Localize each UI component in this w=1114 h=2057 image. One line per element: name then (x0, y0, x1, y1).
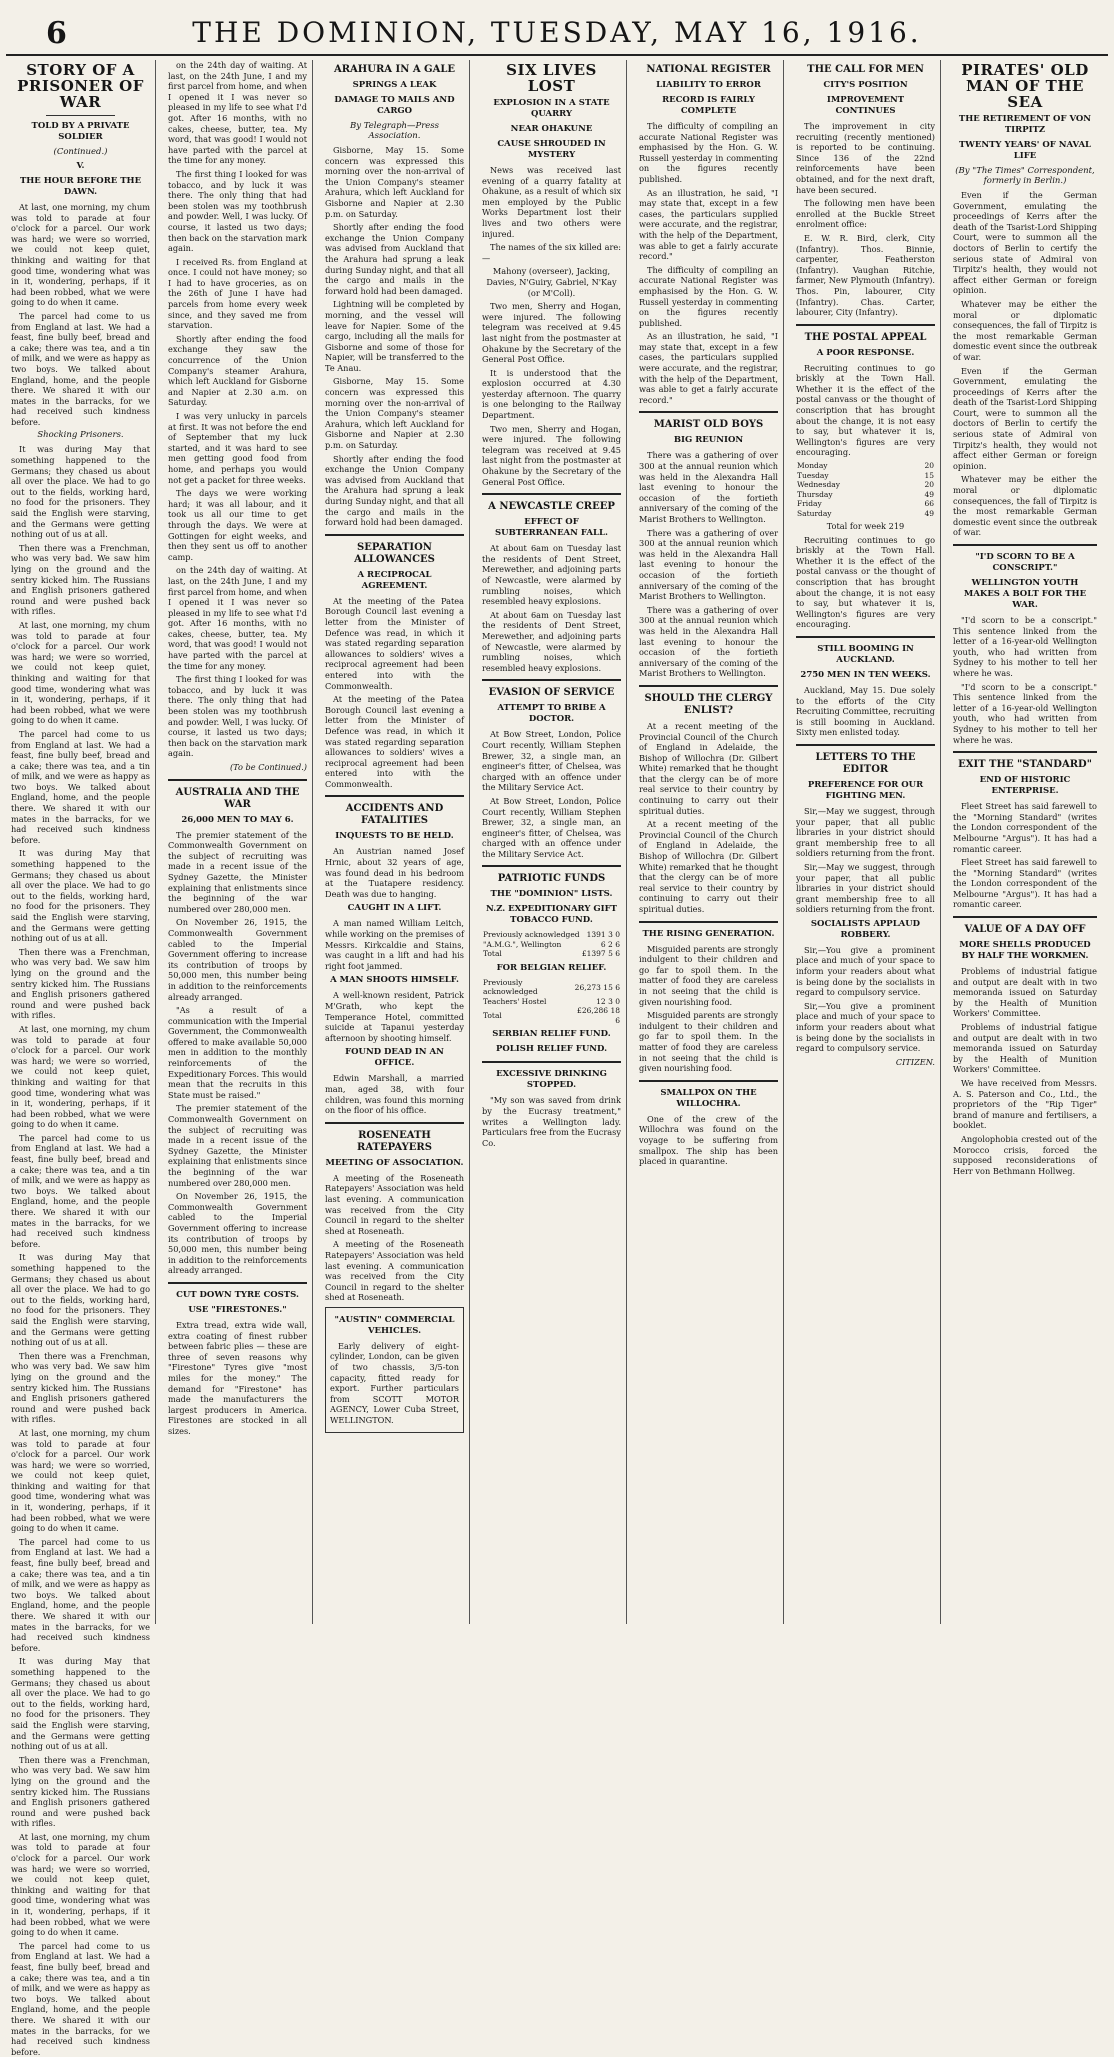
divider (168, 779, 307, 781)
article-heading: MARIST OLD BOYS (653, 419, 764, 431)
paragraph: Lightning will be completed by morning, and the vessel will leave for Napier. Some of the cargo, including all the mails for Gisborne and some of those for Napier, will be transferred to the Te Anau. (325, 299, 464, 373)
paragraph: Two men, Sherry and Hogan, were injured. The following telegram was received at 9.45 last night from the postmaster at Ohakune by the Secretary of the General Post Office. (482, 301, 621, 365)
paragraph: At the meeting of the Patea Borough Council last evening a letter from the Minister of Defence was read, in which it was stated regarding separation allowances to soldiers' wives a reciprocal agreement had been entered into with the Commonwealth. (325, 694, 464, 789)
paragraph: Shortly after ending the food exchange the Union Company was advised from Auckland that the Arahura had sprung a leak during Sunday night, and that all the cargo and mails in the forward hold had been damaged. (325, 222, 464, 296)
article-heading: VALUE OF A DAY OFF (964, 924, 1086, 936)
table-cell: Saturday (797, 508, 832, 518)
paragraph: Then there was a Frenchman, who was very bad. We saw him lying on the ground and the sentry kicked him. The Russians and English prisoners gathered round and were pushed back with rifles. (11, 1350, 150, 1425)
article-subheading: FOR BELGIAN RELIEF. (496, 962, 607, 973)
article-heading: EVASION OF SERVICE (488, 687, 615, 699)
article-subheading: A MAN SHOOTS HIMSELF. (330, 975, 459, 986)
paragraph: Problems of industrial fatigue and output are dealt with in two memoranda issued on Saturday by the Health of Munition Workers' Committee. (953, 1022, 1097, 1075)
paragraph: At last, one morning, my chum was told to parade at four o'clock for a parcel. Our work was hard; we were so worried, we could not keep quiet, thinking and waiting for that good time, wondering what was in it, wondering, perhaps, if it had been robbed, what we were going to do when it came. (11, 619, 150, 726)
paragraph: Then there was a Frenchman, who was very bad. We saw him lying on the ground and the sentry kicked him. The Russians and English prisoners gathered round and were pushed back with rifles. (11, 542, 150, 617)
article-heading: SHOULD THE CLERGY ENLIST? (644, 692, 773, 716)
table-cell: 12 3 0 (596, 996, 620, 1006)
column-3 (320, 60, 470, 1624)
article-subheading: WELLINGTON YOUTH MAKES A BOLT FOR THE WAR. (963, 578, 1087, 610)
article-subheading: DAMAGE TO MAILS AND CARGO (334, 95, 455, 116)
paragraph: "I'd scorn to be a conscript." This sentence linked from the letter of a 16-year-old Wellington youth, who had written from Sydney to his mother to tell her where he was. (953, 615, 1097, 678)
continued-footer: (To be Continued.) (229, 762, 307, 772)
ad-heading: EXCESSIVE DRINKING STOPPED. (496, 1069, 607, 1091)
table-cell: 15 (924, 470, 934, 480)
paragraph: I received Rs. from England at once. I could not have money; so I had to have groceries, as on the 26th of June I have had parcels from home every week since, and they saved me from starvation. (168, 256, 307, 331)
paragraph: The parcel had come to us from England at last. We had a feast, fine bully beef, bread and a cake; there was tea, and a tin of milk, and we were as happy as two boys. We talked about England, home, and the people there. We shared it with our mates in the barracks, for we had received such kindness before. (11, 728, 150, 845)
column-2 (163, 60, 313, 1624)
table-cell: 6 2 6 (600, 939, 620, 949)
paragraph: Misguided parents are strongly indulgent to their children and go far to spoil them. In the matter of food they are careless in not seeing that the child is given nourishing food. (639, 943, 778, 1007)
paragraph: It is understood that the explosion occurred at 4.30 yesterday afternoon. The quarry is one belonging to the Railway Department. (482, 367, 621, 421)
divider (325, 1122, 464, 1124)
article-heading: THE CALL FOR MEN (807, 64, 924, 75)
article-subheading: ATTEMPT TO BRIBE A DOCTOR. (497, 703, 606, 725)
paragraph: The names of the six killed are:— (482, 242, 621, 263)
divider (482, 493, 621, 495)
paragraph: on the 24th day of waiting. At last, on the 24th June, I and my first parcel from home, and when I opened it I was never so pleased in my life to see what I'd got. After 16 months, with no cakes, cheese, butter, tea. My word, that was good! I would not have parted with the parcel at the time for any money. (168, 565, 307, 671)
paragraph: On November 26, 1915, the Commonwealth Government cabled to the Imperial Government offering to increase its contribution of troops by 50,000 men, this number being in addition to the reinforcements already arranged. (168, 1191, 307, 1276)
paragraph: Edwin Marshall, a married man, aged 38, with four children, was found this morning on the floor of his office. (325, 1073, 464, 1116)
paragraph: The parcel had come to us from England at last. We had a feast, fine bully beef, bread and a cake; there was tea, and a tin of milk, and we were as happy as two boys. We talked about England, home, and the people there. We shared it with our mates in the barracks, for we had received such kindness before. (11, 1940, 150, 2057)
article-subheading: NEAR OHAKUNE (510, 124, 593, 134)
divider (46, 115, 116, 116)
section-heading: THE HOUR BEFORE THE DAWN. (19, 176, 142, 197)
divider (953, 916, 1097, 918)
paragraph: Sir,—May we suggest, through your paper, that all public libraries in your district should grant membership free to all soldiers returning from the front. (796, 805, 935, 859)
paragraph: The difficulty of compiling an accurate National Register was emphasised by the Hon. G. W. Russell yesterday in commenting on the figures recently published. (639, 121, 778, 184)
paragraph: There was a gathering of over 300 at the annual reunion which was held in the Alexandra Hall last evening to honour the occasion of the fortieth anniversary of the coming of the Marist Brothers to Wellington. (639, 604, 778, 679)
fund-table (482, 930, 621, 959)
column-4 (477, 60, 627, 1624)
paragraph: The first thing I looked for was tobacco, and by luck it was there. The only thing that had been stolen was my toothbrush and powder. Well, I was lucky. Of course, it lasted us two days; then back on the starvation mark again. (168, 674, 307, 759)
paragraph: As an illustration, he said, "I may state that, except in a few cases, the particulars supplied were accurate, and the registrar, with the help of the Department, was able to get a fairly accurate record." (639, 187, 778, 262)
article-subheading: FOUND DEAD IN AN OFFICE. (345, 1047, 444, 1069)
article-subheading: CAUSE SHROUDED IN MYSTERY (497, 139, 606, 160)
paragraph: Problems of industrial fatigue and output are dealt with in two memoranda issued on Saturday by the Health of Munition Workers' Committee. (953, 966, 1097, 1019)
column-5 (634, 60, 784, 1624)
article-byline: TOLD BY A PRIVATE SOLDIER (31, 121, 130, 142)
table-cell: 49 (924, 508, 934, 518)
article-subheading: CAUGHT IN A LIFT. (347, 903, 442, 914)
subheading: Shocking Prisoners. (37, 430, 124, 441)
paragraph: The premier statement of the Commonwealth Government on the subject of recruiting was made in a recent issue of the Sydney Gazette, the Minister explaining that enlistments since the beginning of the war numbered over 280,000 men. (168, 829, 307, 914)
table-row (796, 490, 935, 500)
divider (639, 411, 778, 413)
paragraph: There was a gathering of over 300 at the annual reunion which was held in the Alexandra Hall last evening to honour the occasion of the fortieth anniversary of the coming of the Marist Brothers to Wellington. (639, 527, 778, 602)
table-row (796, 480, 935, 490)
paragraph: At about 6am on Tuesday last the residents of Dent Street, Merewether, and adjoining parts of Newcastle, were alarmed by rumbling noises, which resembled heavy explosions. (482, 609, 621, 673)
paragraph: A man named William Leitch, while working on the premises of Messrs. Kirkcaldie and Stains, was caught in a lift and had his right foot jammed. (325, 918, 464, 971)
table-cell: Thursday (797, 489, 833, 499)
paragraph: The parcel had come to us from England at last. We had a feast, fine bully beef, bread and a cake; there was tea, and a tin of milk, and we were as happy as two boys. We talked about England, home, and the people there. We shared it with our mates in the barracks, for we had received such kindness before. (11, 1536, 150, 1653)
article-subheading: CITY'S POSITION (823, 80, 908, 90)
article-heading: SEPARATION ALLOWANCES (354, 541, 435, 565)
ad-text: "My son was saved from drink by the Eucrasy treatment," writes a Wellington lady. Particulars free from the Eucrasy Co. (482, 1095, 621, 1148)
table-cell: "A.M.G.", Wellington (483, 939, 562, 949)
paragraph: The parcel had come to us from England at last. We had a feast, fine bully beef, bread and a cake; there was tea, and a tin of milk, and we were as happy as two boys. We talked about England, home, and the people there. We shared it with our mates in the barracks, for we had received such kindness before. (11, 1132, 150, 1249)
paragraph: Shortly after ending the food exchange they saw the concurrence of the Union Company's steamer Arahura, which left Auckland for Gisborne and Napier at 2.30 a.m. on Saturday. (168, 333, 307, 408)
paragraph: Then there was a Frenchman, who was very bad. We saw him lying on the ground and the sentry kicked him. The Russians and English prisoners gathered round and were pushed back with rifles. (11, 1754, 150, 1829)
paragraph: The following men have been enrolled at the Buckle Street enrolment office: (796, 198, 935, 230)
article-subheading: RECORD IS FAIRLY COMPLETE (662, 95, 755, 116)
paragraph: The improvement in city recruiting (recently mentioned) is reported to be continuing. Since 136 of the 22nd reinforcements have been obtained, and for the next draft, have been secured. (796, 121, 935, 195)
paragraph: A meeting of the Roseneath Ratepayers' Association was held last evening. A communication was received from the City Council in regard to the shelter shed at Roseneath. (325, 1172, 464, 1236)
table-cell: Tuesday (797, 470, 829, 480)
paragraph: Fleet Street has said farewell to the "Morning Standard" (writes the London correspondent of the Melbourne "Argus"). It has had a romantic career. (953, 857, 1097, 910)
article-heading: STORY OF A PRISONER OF WAR (17, 61, 144, 111)
paragraph: It was during May that something happened to the Germans; they chased us about all over the place. We had to go out to the fields, working hard, no food for the prisoners. They said the English were starving, and the Germans were getting nothing out of us at all. (11, 1252, 150, 1348)
paragraph: At a recent meeting of the Provincial Council of the Church of England in Adelaide, the Bishop of Willochra (Dr. Gilbert White) remarked that he thought that the clergy can be of more real service to their country by continuing to carry out their spiritual duties. (639, 819, 778, 914)
divider (482, 679, 621, 681)
divider (168, 1282, 307, 1284)
article-subheading: A RECIPROCAL AGREEMENT. (357, 569, 432, 591)
article-subheading: SPRINGS A LEAK (352, 80, 437, 90)
article-subheading: 26,000 MEN TO MAY 6. (181, 814, 294, 825)
paragraph: Two men, Sherry and Hogan, were injured. The following telegram was received at 9.45 last night from the postmaster at Ohakune by the Secretary of the General Post Office. (482, 423, 621, 487)
paragraph: Recruiting continues to go briskly at the Town Hall. Whether it is the effect of the postal canvass or the thought of conscription that has brought about the change, it is not easy to say, but whatever it is, Wellington's figures are very encouraging. (796, 362, 935, 458)
article-heading: ARAHURA IN A GALE (333, 64, 456, 75)
paragraph: At last, one morning, my chum was told to parade at four o'clock for a parcel. Our work was hard; we were so worried, we could not keep quiet, thinking and waiting for that good time, wondering what was in it, wondering, perhaps, if it had been robbed, what we were going to do when it came. (11, 1427, 150, 1534)
divider (639, 921, 778, 923)
article-heading: PIRATES' OLD MAN OF THE SEA (961, 61, 1089, 111)
table-cell: £1397 5 6 (581, 949, 620, 959)
ad-text: Extra tread, extra wide wall, extra coating of finest rubber between fabric plies — these are three of seven reasons why "Firestone" Tyres give "most miles for the money." The demand for "Firestone" has made the manufacturers the largest producers in America. Firestones are stocked in all sizes. (168, 1319, 307, 1436)
table-cell: 49 (924, 489, 934, 499)
divider (953, 751, 1097, 753)
column-6 (791, 60, 941, 1624)
article-subheading: SMALLPOX ON THE WILLOCHRA. (660, 1087, 757, 1109)
article-subheading: POLISH RELIEF FUND. (495, 1044, 608, 1055)
table-cell: Previously acknowledged (483, 977, 538, 997)
article-subheading: STILL BOOMING IN AUCKLAND. (817, 643, 914, 665)
table-cell: 1391 3 0 (586, 930, 620, 940)
article-subheading: THE "DOMINION" LISTS. (490, 889, 613, 900)
paragraph: Even if the German Government, emulating the proceedings of Kerrs after the death of the Tsarist-Lord Shipping Court, were to summon all the doctors of Berlin to certify the serious state of Admiral von Tirpitz's health, they would not affect either German or foreign opinion. (953, 365, 1097, 471)
table-cell: Wednesday (797, 480, 840, 490)
article-subheading: A POOR RESPONSE. (816, 347, 915, 358)
column-7 (948, 60, 1102, 1624)
article-heading: EXIT THE "STANDARD" (958, 759, 1092, 771)
paragraph: A well-known resident, Patrick M'Grath, who kept the Temperance Hotel, committed suicide at Tapanui yesterday afternoon by shooting himself. (325, 990, 464, 1043)
byline: By Telegraph—Press Association. (349, 121, 440, 141)
table-cell: £26,286 18 6 (577, 1006, 620, 1025)
paragraph: Auckland, May 15. Due solely to the efforts of the City Recruiting Committee, recruiting is still booming in Auckland. Sixty men enlisted today. (796, 684, 935, 738)
names-list: Mahony (overseer), Jacking, Davies, N'Guiry, Gabriel, N'Kay (or M'Coll). (486, 266, 617, 298)
paragraph: At about 6am on Tuesday last the residents of Dent Street, Merewether, and adjoining parts of Newcastle, were alarmed by rumbling noises, which resembled heavy explosions. (482, 543, 621, 607)
article-subheading: MEETING OF ASSOCIATION. (325, 1157, 464, 1168)
article-subheading: PREFERENCE FOR OUR FIGHTING MEN. (807, 779, 924, 801)
table-cell: Teachers' Hostel (483, 996, 547, 1006)
article-subheading: LIABILITY TO ERROR (656, 80, 761, 90)
table-row (482, 940, 621, 950)
letter-signature: CITIZEN. (895, 1056, 935, 1067)
paragraph: The premier statement of the Commonwealth Government on the subject of recruiting was made in a recent issue of the Sydney Gazette, the Minister explaining that enlistments since the beginning of the war numbered over 280,000 men. (168, 1103, 307, 1188)
paragraph: Gisborne, May 15. Some concern was expressed this morning over the non-arrival of the Union Company's steamer Arahura, which left Auckland for Gisborne and Napier at 2.30 p.m. on Saturday. (325, 376, 464, 451)
article-heading: NATIONAL REGISTER (646, 64, 771, 75)
paragraph: Sir,—May we suggest, through your paper, that all public libraries in your district should grant membership free to all soldiers returning from the front. (796, 861, 935, 915)
article-subheading: N.Z. EXPEDITIONARY GIFT TOBACCO FUND. (486, 904, 617, 926)
table-row (482, 997, 621, 1007)
paragraph: Recruiting continues to go briskly at the Town Hall. Whether it is the effect of the postal canvass or the thought of conscription that has brought about the change, it is not easy to say, but whatever it is, Wellington's figures are very encouraging. (796, 534, 935, 630)
article-subheading: SOCIALISTS APPLAUD ROBBERY. (810, 918, 921, 940)
paragraph: At last, one morning, my chum was told to parade at four o'clock for a parcel. Our work was hard; we were so worried, we could not keep quiet, thinking and waiting for that good time, wondering what was in it, wondering, perhaps, if it had been robbed, what we were going to do when it came. (11, 1831, 150, 1938)
article-heading: LETTERS TO THE EDITOR (815, 751, 916, 775)
article-heading: ACCIDENTS AND FATALITIES (345, 803, 444, 827)
paragraph: At last, one morning, my chum was told to parade at four o'clock for a parcel. Our work was hard; we were so worried, we could not keep quiet, thinking and waiting for that good time, wondering what was in it, wondering, perhaps, if it had been robbed, what we were going to do when it came. (11, 1023, 150, 1130)
article-subheading: BIG REUNION (673, 435, 744, 446)
paragraph: on the 24th day of waiting. At last, on the 24th June, I and my first parcel from home, and when I opened it I was never so pleased in my life to see what I'd got. After 16 months, with no cakes, cheese, butter, tea. My word, that was good! I would not have parted with the parcel at the time for any money. (168, 60, 307, 166)
article-heading: AUSTRALIA AND THE WAR (175, 786, 300, 810)
table-cell: Total (483, 1011, 502, 1021)
table-row (796, 461, 935, 471)
ad-heading: CUT DOWN TYRE COSTS. (176, 1289, 299, 1300)
paragraph: Fleet Street has said farewell to the "Morning Standard" (writes the London correspondent of the Melbourne "Argus"). It has had a romantic career. (953, 801, 1097, 854)
table-cell: Friday (797, 499, 822, 509)
table-row (482, 930, 621, 940)
paragraph: Even if the German Government, emulating the proceedings of Kerrs after the death of the Tsarist-Lord Shipping Court, were to summon all the doctors of Berlin to certify the serious state of Admiral von Tirpitz's health, they would not affect either German or foreign opinion. (953, 190, 1097, 296)
paragraph: A meeting of the Roseneath Ratepayers' Association was held last evening. A communication was received from the City Council in regard to the shelter shed at Roseneath. (325, 1239, 464, 1303)
paragraph: At a recent meeting of the Provincial Council of the Church of England in Adelaide, the Bishop of Willochra (Dr. Gilbert White) remarked that he thought that the clergy can be of more real service to their country by continuing to carry out their spiritual duties. (639, 720, 778, 816)
paragraph: Whatever may be either the moral or diplomatic consequences, the fall of Tirpitz is the most remarkable German domestic event since the outbreak of war. (953, 474, 1097, 538)
paragraph: One of the crew of the Willochra was found on the voyage to be suffering from smallpox. The ship has been placed in quarantine. (639, 1113, 778, 1167)
table-row (482, 978, 621, 997)
byline: (By "The Times" Correspondent, formerly in Berlin.) (955, 166, 1095, 186)
divider (325, 795, 464, 797)
paragraph: It was during May that something happened to the Germans; they chased us about all over the place. We had to go out to the fields, working hard, no food for the prisoners. They said the English were starving, and the Germans were getting nothing out of us at all. (11, 444, 150, 540)
divider (796, 744, 935, 746)
article-heading: ROSENEATH RATEPAYERS (357, 1129, 432, 1153)
fund-table (482, 978, 621, 1026)
divider (796, 636, 935, 638)
article-subheading: THE RISING GENERATION. (642, 928, 775, 939)
table-row (482, 949, 621, 959)
paragraph: Whatever may be either the moral or diplomatic consequences, the fall of Tirpitz is the most remarkable German domestic event since the outbreak of war. (953, 298, 1097, 362)
divider (482, 1061, 621, 1063)
article-heading: A NEWCASTLE CREEP (488, 501, 615, 513)
divider (639, 685, 778, 687)
table-cell: 66 (924, 499, 934, 509)
columns (6, 60, 1108, 2057)
divider (639, 1080, 778, 1082)
newspaper-title: THE DOMINION, TUESDAY, MAY 16, 1916. (192, 16, 922, 49)
article-subheading: EXPLOSION IN A STATE QUARRY (493, 98, 610, 119)
article-subheading: INQUESTS TO BE HELD. (335, 831, 454, 842)
paragraph: At Bow Street, London, Police Court recently, William Stephen Brewer, 32, a single man, an engineer's fitter, of Chelsea, was charged with an offence under the Military Service Act. (482, 729, 621, 793)
table-cell: 20 (924, 480, 934, 490)
paragraph: Angolophobia crested out of the Morocco crisis, forced the supposed reconsiderations of Herr von Bethmann Hollweg. (953, 1133, 1097, 1176)
column-1 (6, 60, 156, 2057)
paragraph: E. W. R. Bird, clerk, City (Infantry). Thos. Binnie, carpenter, Featherston (Infantry). Vaughan Ritchie, farmer, New Plymouth (Infantry). Thos. Pin, labourer, City (Infantry). Chas. Carter, labourer, City (Infantry). (796, 232, 935, 318)
article-subheading: THE RETIREMENT OF VON TIRPITZ (958, 114, 1092, 135)
paragraph: It was during May that something happened to the Germans; they chased us about all over the place. We had to go out to the fields, working hard, no food for the prisoners. They said the English were starving, and the Germans were getting nothing out of us at all. (11, 848, 150, 944)
table-row (796, 509, 935, 519)
paragraph: "I'd scorn to be a conscript." This sentence linked from the letter of a 16-year-old Wellington youth, who had written from Sydney to his mother to tell her where he was. (953, 681, 1097, 745)
paragraph: It was during May that something happened to the Germans; they chased us about all over the place. We had to go out to the fields, working hard, no food for the prisoners. They said the English were starving, and the Germans were getting nothing out of us at all. (11, 1656, 150, 1752)
masthead (6, 10, 1108, 56)
article-subheading: MORE SHELLS PRODUCED BY HALF THE WORKMEN. (959, 940, 1091, 962)
table-row (796, 471, 935, 481)
divider (953, 544, 1097, 546)
article-subheading: EFFECT OF SUBTERRANEAN FALL. (495, 517, 608, 539)
paragraph: There was a gathering of over 300 at the annual reunion which was held in the Alexandra Hall last evening to honour the occasion of the fortieth anniversary of the coming of the Marist Brothers to Wellington. (639, 450, 778, 524)
table-cell: 26,273 15 6 (574, 982, 620, 992)
table-row (796, 499, 935, 509)
table-cell: Total (483, 949, 502, 959)
paragraph: An Austrian named Josef Hrnic, about 32 years of age, was found dead in his bedroom at the Tuatapere residency. Death was due to hanging. (325, 846, 464, 899)
paragraph: The days we were working hard; it was all labour, and it took us all our time to get through the days. We were at Gottingen for eight weeks, and then they sent us off to another camp. (168, 488, 307, 562)
paragraph: The difficulty of compiling an accurate National Register was emphasised by the Hon. G. W. Russell yesterday in commenting on the figures recently published. (639, 264, 778, 328)
paragraph: The parcel had come to us from England at last. We had a feast, fine bully beef, bread and a cake; there was tea, and a tin of milk, and we were as happy as two boys. We talked about England, home, and the people there. We shared it with our mates in the barracks, for we had received such kindness before. (11, 310, 150, 427)
paragraph: At last, one morning, my chum was told to parade at four o'clock for a parcel. Our work was hard; we were so worried, we could not keep quiet, thinking and waiting for that good time, wondering what was in it, wondering, perhaps, if it had been robbed, what we were going to do when it came. (11, 202, 150, 308)
paragraph: Misguided parents are strongly indulgent to their children and go far to spoil them. In the matter of food they are careless in not seeing that the child is given nourishing food. (639, 1010, 778, 1074)
paragraph: At the meeting of the Patea Borough Council last evening a letter from the Minister of Defence was read, in which it was stated regarding separation allowances to soldiers' wives a reciprocal agreement had been entered into with the Commonwealth. (325, 595, 464, 691)
recruits-table (796, 461, 935, 518)
paragraph: As an illustration, he said, "I may state that, except in a few cases, the particulars supplied were accurate, and the registrar, with the help of the Department, was able to get a fairly accurate record." (639, 331, 778, 405)
table-row (482, 1006, 621, 1025)
article-heading: PATRIOTIC FUNDS (497, 873, 606, 885)
article-subheading: 2750 MEN IN TEN WEEKS. (800, 669, 931, 680)
advertisement (325, 1307, 464, 1433)
chapter-number: V. (76, 161, 85, 171)
divider (482, 865, 621, 867)
paragraph: The first thing I looked for was tobacco, and by luck it was there. The only thing that had been stolen was my toothbrush and powder. Well, I was lucky. Of course, it lasted us two days; then back on the starvation mark again. (168, 168, 307, 254)
article-subheading: "I'D SCORN TO BE A CONSCRIPT." (975, 552, 1075, 573)
paragraph: "As a result of a communication with the Imperial Government, the Commonwealth offered to make available 50,000 men in addition to the monthly reinforcements of the Expeditionary Forces. This would mean that the recruits in this State must be raised." (168, 1005, 307, 1100)
table-cell: 20 (924, 461, 934, 471)
paragraph: I was very unlucky in parcels at first. It was not before the end of September that my luck started, and it was hard to see men getting good food from home, and perhaps you would not get a packet for three weeks. (168, 411, 307, 485)
paragraph: Then there was a Frenchman, who was very bad. We saw him lying on the ground and the sentry kicked him. The Russians and English prisoners gathered round and were pushed back with rifles. (11, 946, 150, 1021)
ad-subheading: USE "FIRESTONES." (188, 1304, 287, 1315)
ad-text: Early delivery of eight-cylinder, London, can be given of two chassis, 3/5-ton capacity, fitted ready for export. Further particulars from SCOTT MOTOR AGENCY, Lower Cuba Street, WELLINGTON. (330, 1340, 459, 1426)
table-total: Total for week 219 (826, 521, 905, 532)
table-cell: Previously acknowledged (483, 930, 580, 940)
divider (325, 534, 464, 536)
table-cell: Monday (797, 461, 828, 471)
article-subheading: TWENTY YEARS' OF NAVAL LIFE (958, 140, 1092, 161)
paragraph: News was received last evening of a quarry fatality at Ohakune, as a result of which six men employed by the Public Works Department lost their lives and two others were injured. (482, 165, 621, 239)
divider (796, 324, 935, 326)
continued-note: (Continued.) (53, 147, 108, 157)
paragraph: We have received from Messrs. A. S. Paterson and Co., Ltd., the proprietors of the "Rip Tiger" brand of manure and fertilisers, a booklet. (953, 1078, 1097, 1131)
article-heading: THE POSTAL APPEAL (804, 331, 927, 343)
paragraph: Gisborne, May 15. Some concern was expressed this morning over the non-arrival of the Union Company's steamer Arahura, which left Auckland for Gisborne and Napier at 2.30 p.m. on Saturday. (325, 145, 464, 219)
page-number: 6 (46, 16, 67, 51)
article-subheading: SERBIAN RELIEF FUND. (492, 1029, 611, 1040)
ad-heading: "AUSTIN" COMMERCIAL VEHICLES. (334, 1314, 455, 1336)
article-subheading: IMPROVEMENT CONTINUES (826, 95, 905, 116)
paragraph: Sir,—You give a prominent place and much of your space to inform your readers about what is being done by the socialists in regard to compulsory service. (796, 1000, 935, 1054)
article-heading: SIX LIVES LOST (506, 61, 597, 95)
paragraph: At Bow Street, London, Police Court recently, William Stephen Brewer, 32, a single man, an engineer's fitter, of Chelsea, was charged with an offence under the Military Service Act. (482, 795, 621, 859)
paragraph: On November 26, 1915, the Commonwealth Government cabled to the Imperial Government offering to increase its contribution of troops by 50,000 men, this number being in addition to the reinforcements already arranged. (168, 917, 307, 1002)
article-subheading: END OF HISTORIC ENTERPRISE. (979, 775, 1071, 797)
paragraph: Shortly after ending the food exchange the Union Company was advised from Auckland that the Arahura had sprung a leak during Sunday night, and that all the cargo and mails in the forward hold had been damaged. (325, 453, 464, 528)
paragraph: Sir,—You give a prominent place and much of your space to inform your readers about what is being done by the socialists in regard to compulsory service. (796, 944, 935, 998)
